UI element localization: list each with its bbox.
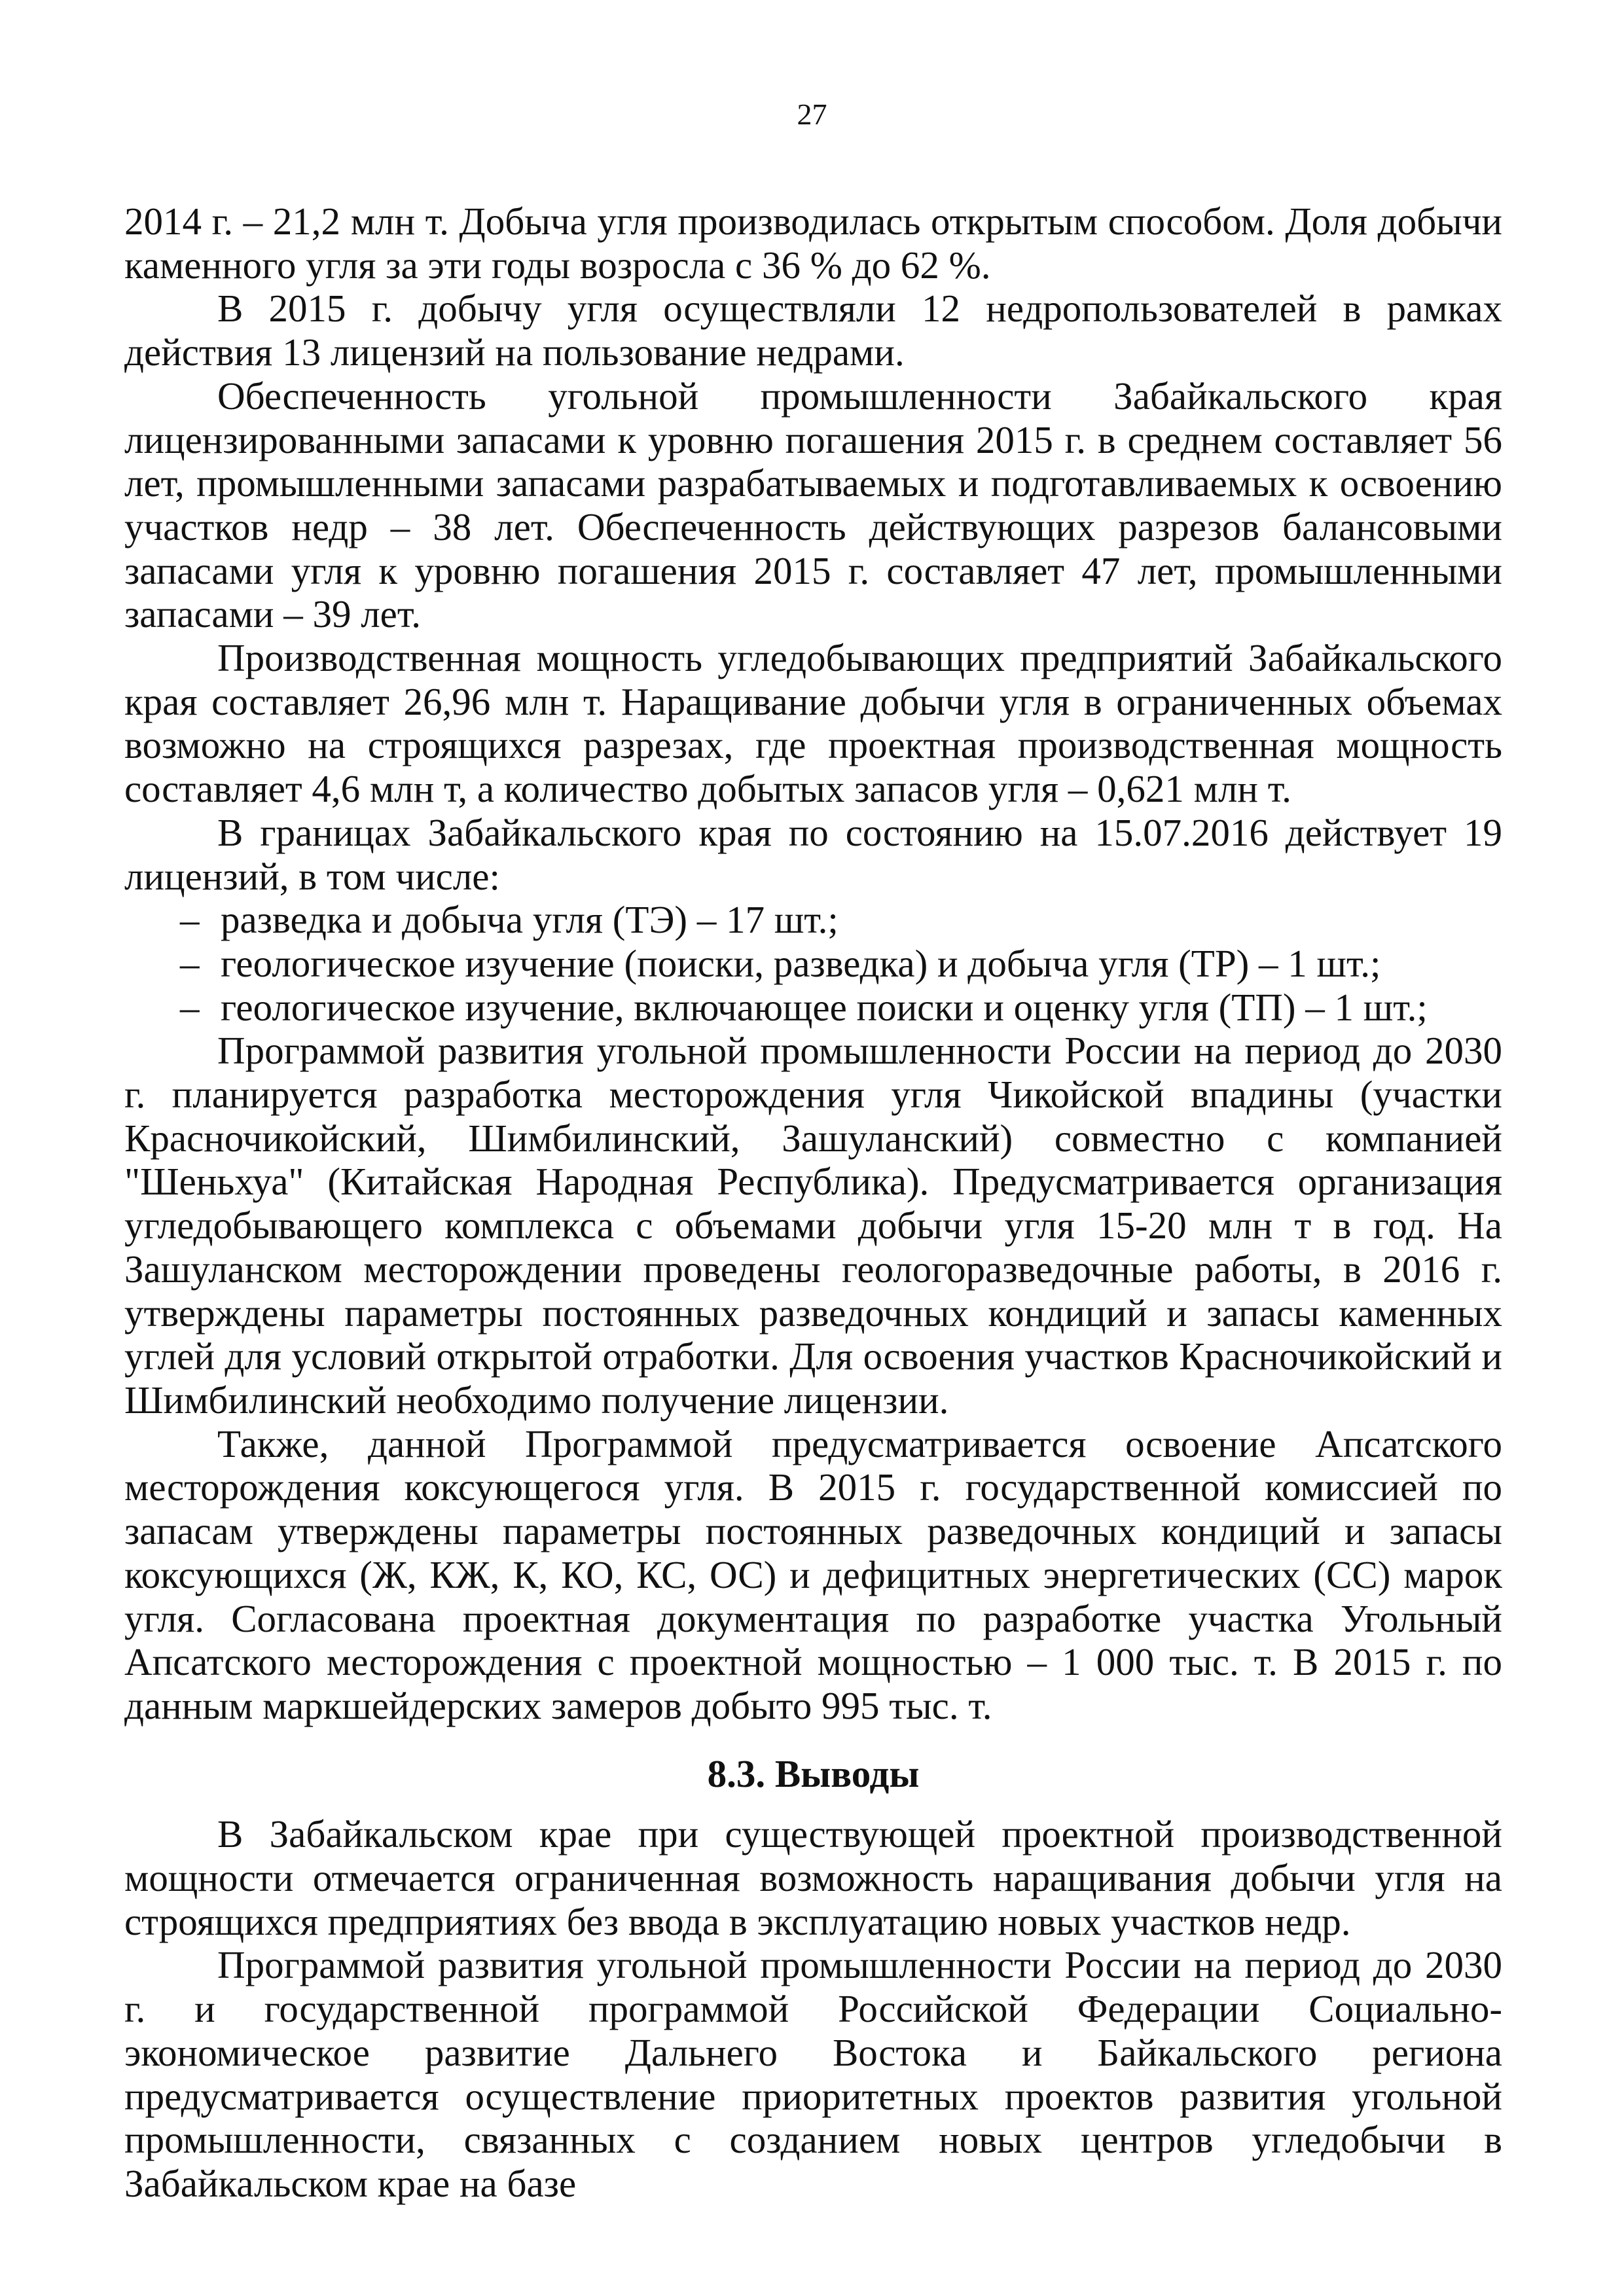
page-body (124, 200, 1502, 2206)
paragraph-conclusion-program: Программой развития угольной промышленности России на период до 2030 г. и государственной программой Российской Федерации Социально-экономическое развитие Дальнего Востока и Байкальского региона предусматривается осуществление приоритетных проектов развития угольной промышленности, связанных с созданием новых центров угледобычи в Забайкальском крае на базе (124, 1943, 1502, 2205)
paragraph-chikoi-program: Программой развития угольной промышленности России на период до 2030 г. планируется разработка месторождения угля Чикойской впадины (участки Красночикойский, Шимбилинский, Зашуланский) совместно с компанией "Шеньхуа" (Китайская Народная Республика). Предусматривается организация угледобывающего комплекса с объемами добычи угля 15-20 млн т в год. На Зашуланском месторождении проведены геологоразведочные работы, в 2016 г. утверждены параметры постоянных разведочных кондиций и запасы каменных углей для условий открытой отработки. Для освоения участков Красночикойский и Шимбилинский необходимо получение лицензии. (124, 1029, 1502, 1422)
list-item-text: геологическое изучение (поиски, разведка) и добыча угля (ТР) – 1 шт.; (221, 941, 1381, 985)
paragraph-licensees: В 2015 г. добычу угля осуществляли 12 недропользователей в рамках действия 13 лицензий на пользование недрами. (124, 287, 1502, 374)
page-number: 27 (797, 98, 827, 131)
paragraph-reserves: Обеспеченность угольной промышленности Забайкальского края лицензированными запасами к уровню погашения 2015 г. в среднем составляет 56 лет, промышленными запасами разрабатываемых и подготавливаемых к освоению участков недр – 38 лет. Обеспеченность действующих разрезов балансовыми запасами угля к уровню погашения 2015 г. составляет 47 лет, промышленными запасами – 39 лет. (124, 374, 1502, 636)
list-item (124, 898, 1502, 942)
paragraph-capacity: Производственная мощность угледобывающих предприятий Забайкальского края составляет 26,96 млн т. Наращивание добычи угля в ограниченных объемах возможно на строящихся разрезах, где проектная производственная мощность составляет 4,6 млн т, а количество добытых запасов угля – 0,621 млн т. (124, 636, 1502, 811)
list-item (124, 986, 1502, 1030)
list-item-text: разведка и добыча угля (ТЭ) – 17 шт.; (221, 898, 839, 942)
paragraph-conclusion-capacity: В Забайкальском крае при существующей проектной производственной мощности отмечается ограниченная возможность наращивания добычи угля на строящихся предприятиях без ввода в эксплуатацию новых участков недр. (124, 1812, 1502, 1943)
paragraph-continuation: 2014 г. – 21,2 млн т. Добыча угля производилась открытым способом. Доля добычи каменного угля за эти годы возросла с 36 % до 62 %. (124, 200, 1502, 287)
list-dash: – (180, 941, 200, 985)
list-item (124, 942, 1502, 986)
list-dash: – (180, 898, 200, 942)
paragraph-apsat-program: Также, данной Программой предусматривается освоение Апсатского месторождения коксующегося угля. В 2015 г. государственной комиссией по запасам утверждены параметры постоянных разведочных кондиций и запасы коксующихся (Ж, КЖ, К, КО, КС, ОС) и дефицитных энергетических (СС) марок угля. Согласована проектная документация по разработке участка Угольный Апсатского месторождения с проектной мощностью – 1 000 тыс. т. В 2015 г. по данным маркшейдерских замеров добыто 995 тыс. т. (124, 1422, 1502, 1727)
list-item-text: геологическое изучение, включающее поиски и оценку угля (ТП) – 1 шт.; (221, 985, 1428, 1029)
list-dash: – (180, 985, 200, 1029)
paragraph-licenses-intro: В границах Забайкальского края по состоянию на 15.07.2016 действует 19 лицензий, в том числе: (124, 810, 1502, 898)
license-list (124, 898, 1502, 1029)
section-heading: 8.3. Выводы (707, 1751, 920, 1795)
